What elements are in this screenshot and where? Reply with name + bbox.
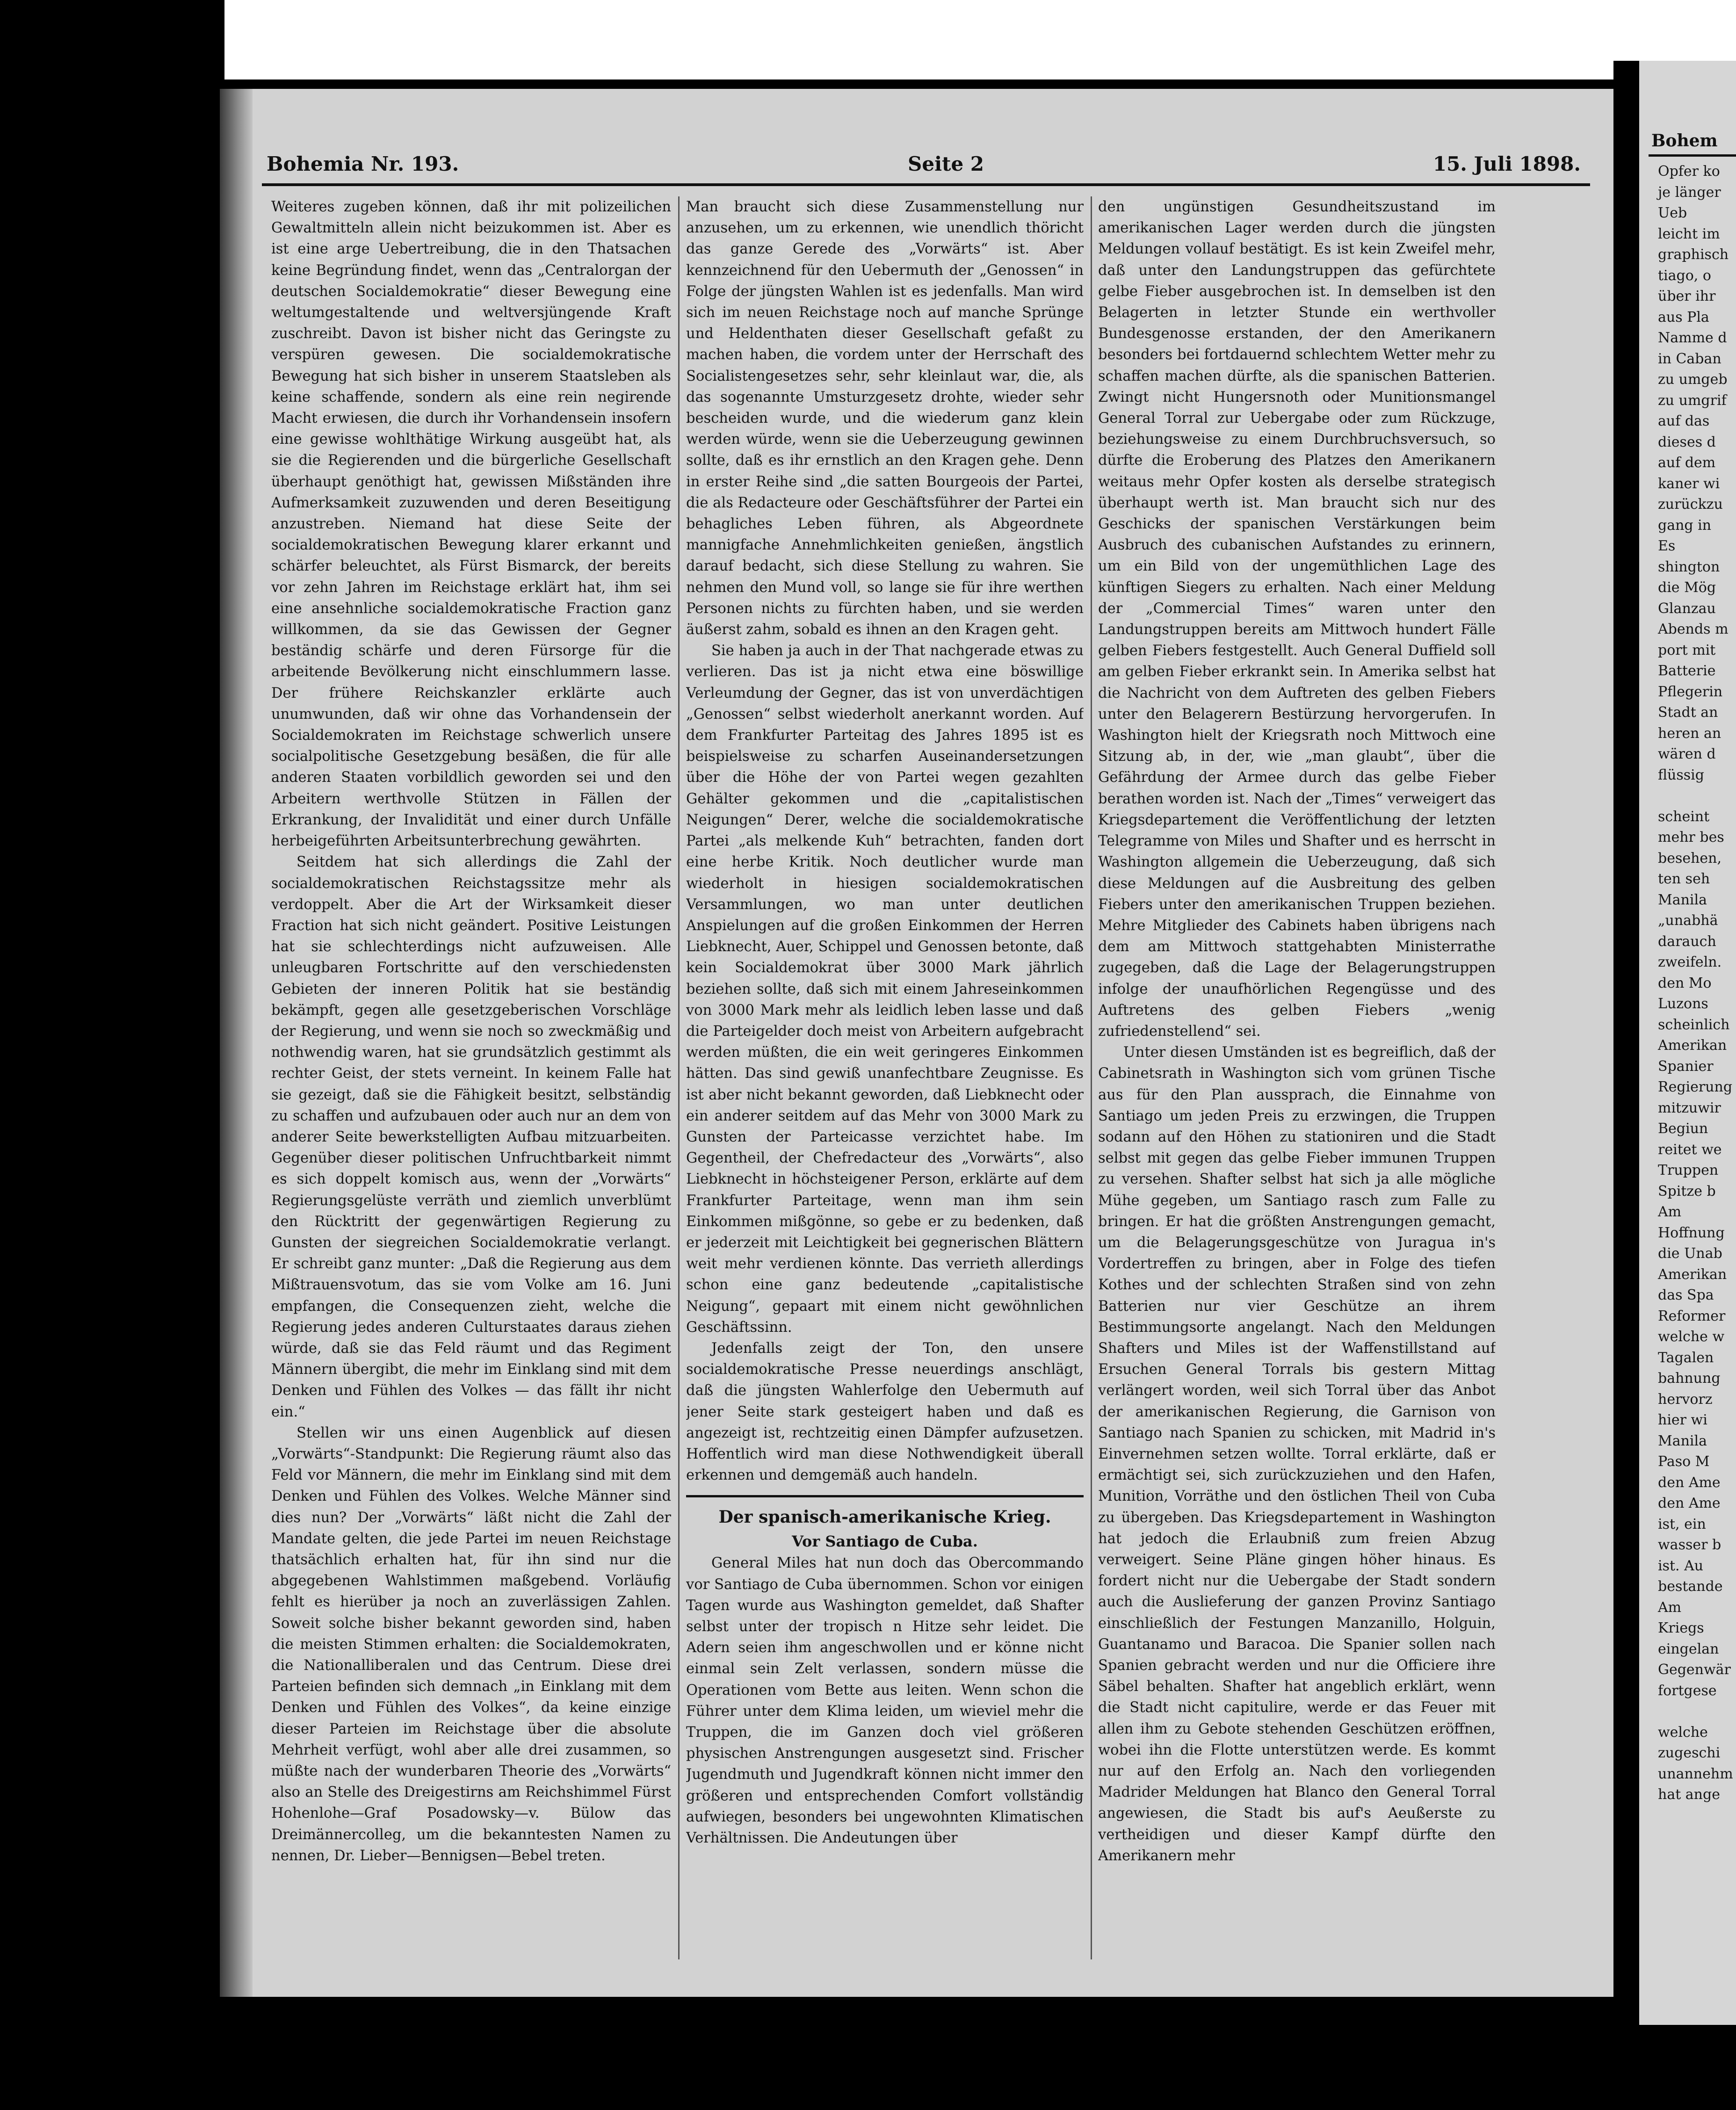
next-page-line: wären d bbox=[1658, 746, 1716, 762]
text-columns bbox=[271, 196, 1590, 1959]
next-page-line: Ueb bbox=[1658, 205, 1687, 221]
next-page-line: graphisch bbox=[1658, 246, 1729, 263]
next-page-line: mitzuwir bbox=[1658, 1099, 1721, 1116]
page-gutter bbox=[1613, 61, 1639, 2072]
next-page-line: hervorz bbox=[1658, 1391, 1713, 1408]
next-page-line: wasser b bbox=[1658, 1537, 1722, 1553]
next-page-line: den Mo bbox=[1658, 975, 1712, 991]
next-page-line: „unabhä bbox=[1658, 912, 1718, 929]
next-page-line: gang in bbox=[1658, 517, 1712, 534]
next-page-line: ist, ein bbox=[1658, 1516, 1706, 1532]
next-page-line: in Caban bbox=[1658, 350, 1722, 367]
next-page-line: ten seh bbox=[1658, 871, 1710, 887]
next-page-line: kaner wi bbox=[1658, 475, 1720, 492]
paragraph: Stellen wir uns einen Augenblick auf diesen „Vorwärts“-Standpunkt: Die Regierung räumt also das Feld vor Männern, die mehr im Einklang sind mit dem Denken und Fühlen des Volkes. Welche Männer sind dies nun? Der „Vorwärts“ läßt nicht die Zahl der Mandate gelten, die jede Partei im neuen Reichstage thatsächlich erhalten hat, für ihn sind nur die abgegebenen Wahlstimmen maßgebend. Vorläufig fehlt es hierüber ja noch an zuverlässigen Zahlen. Soweit solche bisher bekannt geworden sind, haben die meisten Stimmen erhalten: die Socialdemokraten, die Nationalliberalen und das Centrum. Diese drei Parteien befinden sich demnach „in Einklang mit dem Denken und Fühlen des Volkes“, da keine einzige dieser Parteien im Reichstage über die absolute Mehrheit verfügt, wohl aber alle drei zusammen, so müßte nach der wunderbaren Theorie des „Vorwärts“ also an Stelle des Dreigestirns am Reichshimmel Fürst Hohenlohe—Graf Posadowsky—v. Bülow das Dreimännercolleg, um die bekanntesten Namen zu nennen, Dr. Lieber—Bennigsen—Bebel treten. bbox=[271, 1424, 671, 1864]
next-page-line: Luzons bbox=[1658, 996, 1708, 1012]
paragraph: Jedenfalls zeigt der Ton, den unsere socialdemokratische Presse neuerdings anschlägt, daß die jüngsten Wahlerfolge den Uebermuth auf jener Seite stark gesteigert haben und daß es angezeigt ist, rechtzeitig einen Dämpfer aufzusetzen. Hoffentlich wird man diese Nothwendigkeit überall erkennen und demgemäß auch handeln. bbox=[686, 1340, 1084, 1484]
scan-margin bbox=[224, 0, 1736, 79]
next-page-line: die Mög bbox=[1658, 579, 1716, 596]
next-page-line: unannehm bbox=[1658, 1765, 1733, 1782]
next-page-line: welche w bbox=[1658, 1329, 1725, 1345]
next-page-edge bbox=[1639, 61, 1736, 2025]
next-page-line: zurückzu bbox=[1658, 496, 1723, 513]
next-page-line: Kriegs bbox=[1658, 1620, 1704, 1636]
next-page-line: die Unab bbox=[1658, 1245, 1722, 1262]
page-header bbox=[257, 145, 1590, 182]
next-page-line: Manila bbox=[1658, 1432, 1707, 1449]
next-page-line: tiago, o bbox=[1658, 267, 1711, 284]
header-publication: Bohemia Nr. 193. bbox=[267, 152, 459, 175]
next-page-line: Batterie bbox=[1658, 663, 1716, 679]
next-page-line: flüssig bbox=[1658, 766, 1704, 783]
next-page-line: Manila bbox=[1658, 891, 1707, 908]
next-page-line: Glanzau bbox=[1658, 600, 1716, 617]
next-page-line bbox=[1658, 786, 1736, 807]
next-page-line: dieses d bbox=[1658, 434, 1716, 450]
column-rule bbox=[1091, 196, 1092, 1959]
next-page-line: Stadt an bbox=[1658, 704, 1718, 721]
next-page-line: Es bbox=[1658, 538, 1676, 554]
next-page-line: Begiun bbox=[1658, 1120, 1708, 1137]
next-page-line bbox=[1658, 1701, 1736, 1722]
next-page-line: fortgese bbox=[1658, 1682, 1717, 1699]
page-binding bbox=[220, 89, 253, 1997]
next-page-line: hat ange bbox=[1658, 1786, 1720, 1803]
next-page-line: leicht im bbox=[1658, 225, 1720, 242]
next-page-line: Opfer ko bbox=[1658, 163, 1720, 180]
next-page-line: scheinlich bbox=[1658, 1016, 1730, 1033]
next-page-line: darauch bbox=[1658, 933, 1716, 950]
next-page-line: scheint bbox=[1658, 808, 1710, 825]
header-date: 15. Juli 1898. bbox=[1432, 152, 1581, 175]
next-page-line: zu umgeb bbox=[1658, 371, 1728, 388]
next-page-line: shington bbox=[1658, 558, 1720, 575]
column-3 bbox=[1098, 196, 1496, 1959]
next-page-line: über ihr bbox=[1658, 288, 1716, 304]
paragraph: den ungünstigen Gesundheitszustand im amerikanischen Lager werden durch die jüngsten Meldungen vollauf bestätigt. Es ist kein Zweifel mehr, daß unter den Landungstruppen das gefürchtete gelbe Fieber ausgebrochen ist. In demselben ist den Belagerten in letzter Stunde ein werthvoller Bundesgenosse erstanden, der den Amerikanern besonders bei fortdauernd schlechtem Wetter mehr zu schaffen machen dürfte, als die spanischen Batterien. Zwingt nicht Hungersnoth oder Munitionsmangel General Torral zur Uebergabe oder zum Rückzuge, beziehungsweise zu einem Durchbruchsversuch, so dürfte die Eroberung des Platzes den Amerikanern weitaus mehr Opfer kosten als derselbe strategisch überhaupt werth ist. Man braucht sich nur des Geschicks der spanischen Verstärkungen beim Ausbruch des cubanischen Aufstandes zu erinnern, um ein Bild von der ungemüthlichen Lage des künftigen Siegers zu erhalten. Nach einer Meldung der „Commercial Times“ waren unter den Landungstruppen bereits am Mittwoch hundert Fälle gelben Fiebers festgestellt. Auch General Duffield soll am gelben Fieber erkrankt sein. In Amerika selbst hat die Nachricht von dem Auftreten des gelben Fiebers unter den Belagerern Bestürzung hervorgerufen. In Washington hielt der Kriegsrath noch Mittwoch eine Sitzung ab, in der, wie „man glaubt“, über die Gefährdung der Armee durch das gelbe Fieber berathen worden ist. Nach der „Times“ verweigert das Kriegsdepartement die Veröffentlichung der letzten Telegramme von Miles und Shafter und es herrscht in Washington allgemein die Ueberzeugung, daß sich diese Meldungen auf die Ausbreitung des gelben Fiebers unter den amerikanischen Truppen beziehen. Mehre Mitglieder des Cabinets haben übrigens nach dem am Mittwoch stattgehabten Ministerrathe zugegeben, daß die Lage der Belagerungstruppen infolge der unaufhörlichen Regengüsse und des Auftretens des gelben Fiebers „wenig zufriedenstellend“ sei. bbox=[1098, 199, 1496, 1040]
next-page-rule bbox=[1649, 154, 1736, 157]
next-page-line: bestande bbox=[1658, 1578, 1723, 1595]
next-page-line: Pflegerin bbox=[1658, 683, 1723, 700]
next-page-line: Tagalen bbox=[1658, 1349, 1714, 1366]
next-page-line: Am bbox=[1658, 1599, 1682, 1616]
next-page-line: zweifeln. bbox=[1658, 954, 1722, 970]
next-page-line: Amerikan bbox=[1658, 1037, 1727, 1054]
paragraph: Man braucht sich diese Zusammenstellung nur anzusehen, um zu erkennen, wie unendlich thöricht das ganze Gerede des „Vorwärts“ ist. Aber kennzeichnend für den Uebermuth der „Genossen“ in Folge der jüngsten Wahlen ist es jedenfalls. Man wird sich im neuen Reichstage noch auf manche Sprünge und Heldenthaten dieser Gesellschaft gefaßt zu machen haben, die vordem unter der Herrschaft des Socialistengesetzes sehr, sehr kleinlaut war, die, als das sogenannte Umsturzgesetz drohte, wieder sehr bescheiden wurde, und die wiederum ganz klein werden würde, wenn sie die Ueberzeugung gewinnen sollte, daß es ihr ernstlich an den Kragen gehe. Denn in erster Reihe sind „die satten Bourgeois der Partei, die als Redacteure oder Geschäftsführer der Partei ein behagliches Leben führen, als Abgeordnete mannigfache Annehmlichkeiten genießen, ängstlich darauf bedacht, sich diese Stellung zu wahren. Sie nehmen den Mund voll, so lange sie für ihre werthen Personen nichts zu fürchten haben, und sie werden äußerst zahm, sobald es ihnen an den Kragen geht. bbox=[686, 199, 1084, 638]
next-page-line: Spanier bbox=[1658, 1058, 1714, 1075]
next-page-line: Hoffnung bbox=[1658, 1224, 1725, 1241]
column-1 bbox=[271, 196, 671, 1959]
section-subtitle: Vor Santiago de Cuba. bbox=[792, 1532, 978, 1551]
page-content bbox=[257, 108, 1595, 1969]
next-page-header: Bohem bbox=[1651, 131, 1718, 151]
next-page-line: eingelan bbox=[1658, 1640, 1719, 1657]
section-title: Der spanisch-amerikanische Krieg. bbox=[718, 1507, 1051, 1527]
next-page-line: Reformer bbox=[1658, 1308, 1726, 1324]
header-rule bbox=[262, 183, 1590, 186]
next-page-line: mehr bes bbox=[1658, 829, 1724, 845]
next-page-line: Am bbox=[1658, 1204, 1682, 1220]
paragraph: Unter diesen Umständen ist es begreiflich, daß der Cabinetsrath in Washington sich vom grünen Tische aus für den Plan aussprach, die Einnahme von Santiago um jeden Preis zu erzwingen, die Truppen sodann auf den Höhen zu stationiren und die Stadt selbst mit gegen das gelbe Fieber immunen Truppen zu versehen. Shafter selbst hat sich ja alle mögliche Mühe gegeben, um Santiago rasch zum Falle zu bringen. Er hat die größten Anstrengungen gemacht, um die Belagerungsgeschütze von Juragua in's Vordertreffen zu bringen, aber in Folge des tiefen Kothes und der schlechten Straßen sind von zehn Batterien nur vier Geschütze an ihrem Bestimmungsorte angelangt. Nach den Meldungen Shafters und Miles ist der Waffenstillstand auf Ersuchen General Torrals bis gestern Mittag verlängert worden, weil sich Torral über das Anbot der amerikanischen Regierung, die Garnison von Santiago nach Spanien zu schicken, mit Madrid in's Einvernehmen setzen wollte. Torral erklärte, daß er ermächtigt sei, sich zurückzuziehen und den Hafen, Munition, Vorräthe und den östlichen Theil von Cuba zu übergeben. Das Kriegsdepartement in Washington hat jedoch die Erlaubniß zum freien Abzug verweigert. Seine Pläne gingen höher hinaus. Es fordert nicht nur die Uebergabe der Stadt sondern auch die Auslieferung der ganzen Provinz Santiago einschließlich der Festungen Manzanillo, Holguin, Guantanamo und Baracoa. Die Spanier sollen nach Spanien gebracht werden und nur die Officiere ihre Säbel behalten. Shafter hat angeblich erklärt, wenn die Stadt nicht capitulire, werde er das Feuer mit allen ihm zu Gebote stehenden Geschützen eröffnen, wobei ihn die Flotte unterstützen werde. Es kommt nur auf den Erfolg an. Nach den vorliegenden Madrider Meldungen hat Blanco den General Torral angewiesen, die Stadt bis auf's Aeußerste zu vertheidigen und dieser Kampf dürfte den Amerikanern mehr bbox=[1098, 1044, 1496, 1864]
next-page-line: auf dem bbox=[1658, 455, 1716, 471]
next-page-line: port mit bbox=[1658, 642, 1716, 658]
next-page-line: aus Pla bbox=[1658, 309, 1709, 325]
next-page-line: den Ame bbox=[1658, 1495, 1721, 1511]
paragraph: Weiteres zugeben können, daß ihr mit polizeilichen Gewaltmitteln allein nicht beizukommen ist. Aber es ist eine arge Uebertreibung, die in den Thatsachen keine Begründung findet, wenn das „Centralorgan der deutschen Socialdemokratie“ dieser Bewegung eine weltumgestaltende und weltversjüngende Kraft zuschreibt. Davon ist bisher nicht das Geringste zu verspüren gewesen. Die socialdemokratische Bewegung hat sich bisher in unserem Staatsleben als keine schaffende, sondern als eine rein negirende Macht erwiesen, die durch ihr Vorhandensein insofern eine gewisse wohlthätige Wirkung ausgeübt hat, als sie die Regierenden und die bürgerliche Gesellschaft überhaupt genöthigt hat, gewissen Mißständen ihre Aufmerksamkeit zuzuwenden und deren Beseitigung anzustreben. Niemand hat diese Seite der socialdemokratischen Bewegung klarer erkannt und schärfer beleuchtet, als Fürst Bismarck, der bereits vor zehn Jahren im Reichstage erklärt hat, ihm sei eine ansehnliche socialdemokratische Fraction ganz willkommen, da sie das Gewissen der Gegner beständig schärfe und deren Fürsorge für die arbeitende Bevölkerung nicht einschlummern lasse. Der frühere Reichskanzler erklärte auch unumwunden, daß wir ohne das Vorhandensein der Socialdemokraten im Reichstage schwerlich unsere socialpolitische Gesetzgebung besäßen, die für alle anderen Staaten vorbildlich geworden sei und den Arbeitern werthvolle Stützen in Fällen der Erkrankung, der Invalidität und einer durch Unfälle herbeigeführten Arbeitsunterbrechung gewährten. bbox=[271, 199, 671, 850]
next-page-line: bahnung bbox=[1658, 1370, 1721, 1387]
header-page-number: Seite 2 bbox=[908, 152, 984, 175]
column-2 bbox=[686, 196, 1084, 1959]
next-page-line: je länger bbox=[1658, 184, 1721, 201]
next-page-line: Truppen bbox=[1658, 1162, 1719, 1178]
paragraph: Seitdem hat sich allerdings die Zahl der socialdemokratischen Reichstagssitze mehr als verdoppelt. Aber die Art der Wirksamkeit dieser Fraction hat sich nicht geändert. Positive Leistungen hat sie schlechterdings nicht aufzuweisen. Alle unleugbaren Fortschritte auf den verschiedensten Gebieten der inneren Politik hat sie beständig bekämpft, gegen alle gesetzgeberischen Vorschläge der Regierung, und wenn sie noch so zweckmäßig und nothwendig waren, hat sie grundsätzlich gestimmt als rechter Geist, der stets verneint. In keinem Falle hat sie gezeigt, daß sie die Fähigkeit besitzt, selbständig zu schaffen und aufzubauen oder auch nur an dem von anderer Seite bewerkstelligten Aufbau mitzuarbeiten. Gegenüber dieser politischen Unfruchtbarkeit nimmt es sich doppelt komisch aus, wenn der „Vorwärts“ Regierungsgelüste verräth und ziemlich unverblümt den Rücktritt der gegenwärtigen Regierung zu Gunsten der siegreichen Socialdemokratie verlangt. Er schreibt ganz munter: „Daß die Regierung aus dem Mißtrauensvotum, das sie vom Volke am 16. Juni empfangen, die Consequenzen zieht, welche die Regierung jedes anderen Culturstaates daraus ziehen würde, daß sie das Feld räumt und das Regiment Männern übergibt, die mehr im Einklang sind mit dem Denken und Fühlen des Volkes — das fällt ihr nicht ein.“ bbox=[271, 854, 671, 1420]
column-rule bbox=[678, 196, 680, 1959]
next-page-line: Namme d bbox=[1658, 330, 1727, 346]
next-page-line: besehen, bbox=[1658, 850, 1722, 867]
next-page-line: Paso M bbox=[1658, 1453, 1710, 1470]
paragraph: Sie haben ja auch in der That nachgerade etwas zu verlieren. Das ist ja nicht etwa eine böswillige Verleumdung der Gegner, das ist von unverdächtigen „Genossen“ selbst wiederholt anerkannt worden. Auf dem Frankfurter Parteitag des Jahres 1895 ist es beispielsweise zu scharfen Auseinandersetzungen über die Höhe der von Partei wegen gezahlten Gehälter gekommen und die „capitalistischen Neigungen“ Derer, welche die socialdemokratische Partei „als melkende Kuh“ betrachten, fanden dort eine herbe Kritik. Noch deutlicher wurde man wiederholt in hiesigen socialdemokratischen Versammlungen, wo man unter deutlichen Anspielungen auf die großen Einkommen der Herren Liebknecht, Auer, Schippel und Genossen betonte, daß kein Socialdemokrat über 3000 Mark jährlich beziehen sollte, daß sich mit einem Jahreseinkommen von 3000 Mark mehr als leidlich leben lasse und daß die Parteigelder doch meist von Arbeitern aufgebracht werden müßten, die ein weit geringeres Einkommen hätten. Das sind gewiß unanfechtbare Zeugnisse. Es ist aber nicht bekannt geworden, daß Liebknecht oder ein anderer seitdem auf das Mehr von 3000 Mark zu Gunsten der Parteicasse verzichtet habe. Im Gegentheil, der Chefredacteur des „Vorwärts“, also Liebknecht in höchsteigener Person, erklärte auf dem Frankfurter Parteitage, wenn man ihm sein Einkommen mißgönne, so gebe er zu bedenken, daß er jederzeit mit Leichtigkeit bei gegnerischen Blättern weit mehr verdienen könnte. Das verrieth allerdings schon eine ganz bedeutende „capitalistische Neigung“, gepaart mit einem nicht gewöhnlichen Geschäftssinn. bbox=[686, 643, 1084, 1336]
next-page-line: reitet we bbox=[1658, 1141, 1722, 1158]
next-page-line: Spitze b bbox=[1658, 1183, 1716, 1200]
next-page-line: heren an bbox=[1658, 725, 1722, 742]
next-page-line: auf das bbox=[1658, 413, 1710, 429]
section-rule bbox=[686, 1495, 1084, 1497]
next-page-text bbox=[1658, 161, 1736, 1806]
next-page-line: Abends m bbox=[1658, 621, 1729, 637]
next-page-line: welche bbox=[1658, 1724, 1708, 1741]
newspaper-page bbox=[220, 89, 1613, 1997]
next-page-line: das Spa bbox=[1658, 1287, 1714, 1303]
next-page-line: zugeschi bbox=[1658, 1745, 1721, 1761]
paragraph: General Miles hat nun doch das Obercommando vor Santiago de Cuba übernommen. Schon vor einigen Tagen wurde aus Washington gemeldet, daß Shafter selbst unter der tropisch n Hitze sehr leidet. Die Adern seien ihm angeschwollen und er könne nicht einmal sein Zelt verlassen, sondern müsse die Operationen vom Bette aus leiten. Wenn schon die Führer unter dem Klima leiden, um wieviel mehr die Truppen, die im Ganzen doch viel größeren physischen Anstrengungen ausgesetzt sind. Frischer Jugendmuth und Jugendkraft können nicht immer den größeren und entsprechenden Comfort vollständig aufwiegen, besonders bei ungewohnten Klimatischen Verhältnissen. Die Andeutungen über bbox=[686, 1555, 1084, 1847]
next-page-line: hier wi bbox=[1658, 1412, 1707, 1428]
next-page-line: den Ame bbox=[1658, 1474, 1721, 1491]
next-page-line: ist. Au bbox=[1658, 1557, 1704, 1574]
next-page-line: Amerikan bbox=[1658, 1266, 1727, 1283]
next-page-line: Regierung bbox=[1658, 1079, 1733, 1095]
next-page-line: zu umgrif bbox=[1658, 392, 1727, 409]
next-page-line: Gegenwär bbox=[1658, 1662, 1731, 1678]
